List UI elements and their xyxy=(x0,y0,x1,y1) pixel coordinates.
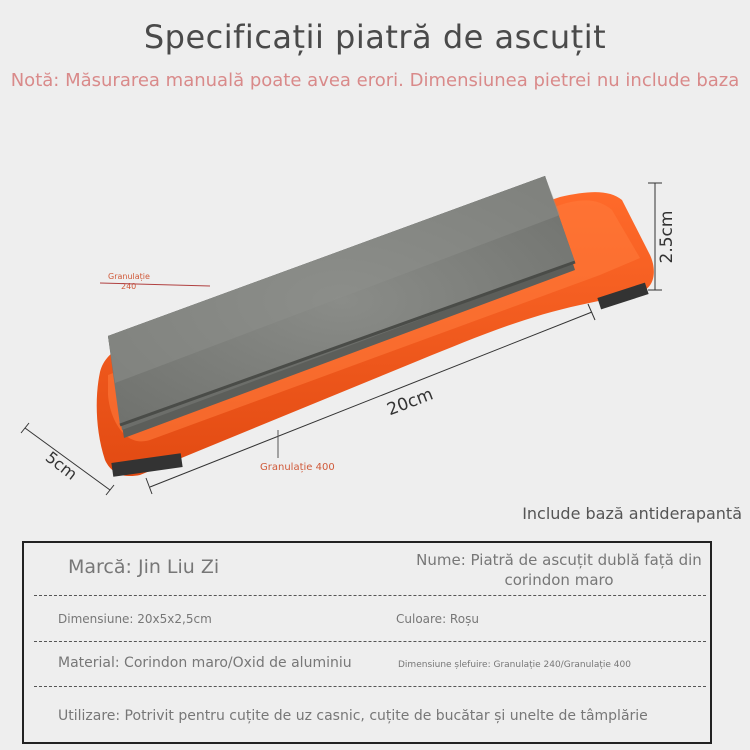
brand-text: Marcă: Jin Liu Zi xyxy=(68,556,220,578)
dimension-text: Dimensiune: 20x5x2,5cm xyxy=(58,612,212,626)
product-name-line1: Nume: Piatră de ascuțit dublă față din xyxy=(416,551,702,569)
product-name xyxy=(404,550,714,590)
antislip-base-label: Include bază antiderapantă xyxy=(522,504,742,523)
measurement-note: Notă: Măsurarea manuală poate avea erori. Dimensiunea pietrei nu include baza xyxy=(10,70,740,91)
grit-top-value: 240 xyxy=(121,282,137,291)
product-name-line2: corindon maro xyxy=(504,571,614,589)
row-divider xyxy=(34,686,706,687)
color-text: Culoare: Roșu xyxy=(396,612,479,626)
material-text: Material: Corindon maro/Oxid de aluminiu xyxy=(58,655,352,671)
grit-top-pointer xyxy=(100,283,210,286)
page-title: Specificații piatră de ascuțit xyxy=(143,18,607,56)
grit-bottom-label: Granulație 400 xyxy=(260,462,335,473)
length-dimension-label: 20cm xyxy=(384,384,436,421)
height-dimension-label: 2.5cm xyxy=(657,210,677,264)
usage-text: Utilizare: Potrivit pentru cuțite de uz casnic, cuțite de bucătar și unelte de tâmplărie xyxy=(58,708,648,724)
row-divider xyxy=(34,595,706,596)
grind-dimensions-text: Dimensiune șlefuire: Granulație 240/Granulație 400 xyxy=(398,660,631,670)
row-divider xyxy=(34,641,706,642)
width-dimension-label: 5cm xyxy=(41,447,81,484)
spec-table xyxy=(22,541,712,744)
sharpening-stone-illustration xyxy=(0,170,750,510)
grit-top-label: Granulație xyxy=(108,272,150,281)
